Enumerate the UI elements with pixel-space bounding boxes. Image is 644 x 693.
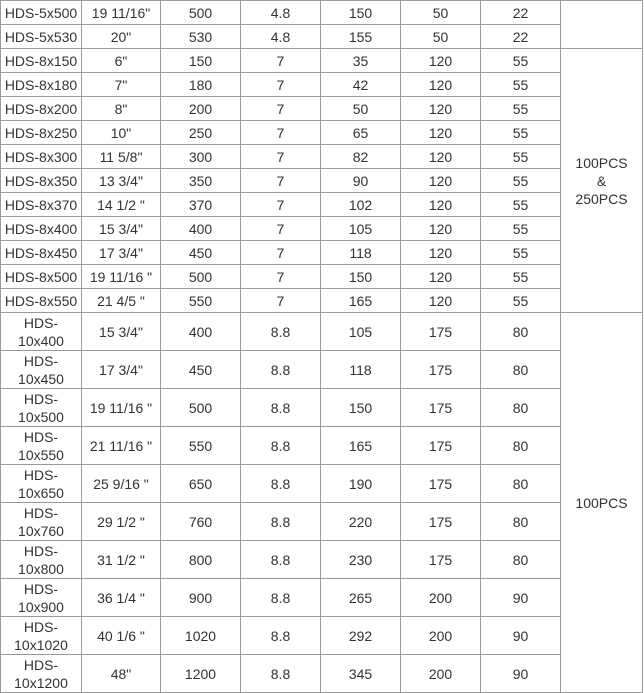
- width-cell: 7: [241, 217, 321, 241]
- tensile-cell: 80: [481, 313, 561, 351]
- table-row: [1, 193, 643, 217]
- length-inch-cell: 31 1/2 ": [82, 541, 161, 579]
- table-row: [1, 73, 643, 97]
- width-cell: 7: [241, 145, 321, 169]
- tensile-cell: 55: [481, 73, 561, 97]
- length-mm-cell: 300: [161, 145, 241, 169]
- model-cell: HDS-8x180: [1, 73, 82, 97]
- cable-cell: 120: [401, 217, 481, 241]
- cable-cell: 175: [401, 503, 481, 541]
- table-row: [1, 579, 643, 617]
- length-mm-cell: 800: [161, 541, 241, 579]
- model-cell: HDS- 10x500: [1, 389, 82, 427]
- length-mm-cell: 1020: [161, 617, 241, 655]
- tensile-cell: 55: [481, 169, 561, 193]
- length-inch-cell: 14 1/2 ": [82, 193, 161, 217]
- cable-cell: 120: [401, 49, 481, 73]
- tensile-cell: 55: [481, 289, 561, 313]
- cable-cell: 175: [401, 389, 481, 427]
- table-row: [1, 313, 643, 351]
- length-mm-cell: 250: [161, 121, 241, 145]
- bundle-diameter-cell: 65: [321, 121, 401, 145]
- cable-cell: 200: [401, 655, 481, 693]
- length-mm-cell: 550: [161, 289, 241, 313]
- bundle-diameter-cell: 105: [321, 217, 401, 241]
- width-cell: 8.8: [241, 503, 321, 541]
- width-cell: 7: [241, 289, 321, 313]
- cable-cell: 120: [401, 145, 481, 169]
- width-cell: 7: [241, 193, 321, 217]
- length-mm-cell: 550: [161, 427, 241, 465]
- packing-cell: 100PCS: [561, 313, 643, 693]
- bundle-diameter-cell: 265: [321, 579, 401, 617]
- table-row: [1, 465, 643, 503]
- model-cell: HDS- 10x450: [1, 351, 82, 389]
- table-row: [1, 265, 643, 289]
- bundle-diameter-cell: 118: [321, 351, 401, 389]
- tensile-cell: 55: [481, 49, 561, 73]
- model-cell: HDS- 10x1020: [1, 617, 82, 655]
- model-cell: HDS-8x500: [1, 265, 82, 289]
- cable-cell: 120: [401, 97, 481, 121]
- cable-cell: 120: [401, 169, 481, 193]
- tensile-cell: 90: [481, 617, 561, 655]
- length-mm-cell: 200: [161, 97, 241, 121]
- cable-cell: 120: [401, 121, 481, 145]
- bundle-diameter-cell: 292: [321, 617, 401, 655]
- table-row: [1, 617, 643, 655]
- width-cell: 7: [241, 241, 321, 265]
- model-cell: HDS-8x300: [1, 145, 82, 169]
- length-inch-cell: 13 3/4": [82, 169, 161, 193]
- bundle-diameter-cell: 150: [321, 265, 401, 289]
- table-row: [1, 503, 643, 541]
- width-cell: 8.8: [241, 617, 321, 655]
- tensile-cell: 55: [481, 145, 561, 169]
- length-inch-cell: 40 1/6 ": [82, 617, 161, 655]
- table-row: [1, 427, 643, 465]
- model-cell: HDS-8x350: [1, 169, 82, 193]
- bundle-diameter-cell: 42: [321, 73, 401, 97]
- length-inch-cell: 29 1/2 ": [82, 503, 161, 541]
- length-inch-cell: 21 11/16 ": [82, 427, 161, 465]
- length-mm-cell: 1200: [161, 655, 241, 693]
- width-cell: 7: [241, 265, 321, 289]
- width-cell: 8.8: [241, 655, 321, 693]
- length-inch-cell: 8": [82, 97, 161, 121]
- cable-cell: 120: [401, 193, 481, 217]
- length-inch-cell: 11 5/8": [82, 145, 161, 169]
- bundle-diameter-cell: 165: [321, 427, 401, 465]
- table-row: [1, 389, 643, 427]
- length-mm-cell: 760: [161, 503, 241, 541]
- bundle-diameter-cell: 165: [321, 289, 401, 313]
- bundle-diameter-cell: 150: [321, 1, 401, 25]
- bundle-diameter-cell: 220: [321, 503, 401, 541]
- tensile-cell: 80: [481, 427, 561, 465]
- length-inch-cell: 19 11/16 ": [82, 265, 161, 289]
- length-mm-cell: 500: [161, 389, 241, 427]
- width-cell: 7: [241, 49, 321, 73]
- tensile-cell: 55: [481, 121, 561, 145]
- length-inch-cell: 36 1/4 ": [82, 579, 161, 617]
- cable-cell: 50: [401, 25, 481, 49]
- model-cell: HDS-5x500: [1, 1, 82, 25]
- tensile-cell: 90: [481, 655, 561, 693]
- model-cell: HDS-8x370: [1, 193, 82, 217]
- cable-cell: 200: [401, 617, 481, 655]
- length-mm-cell: 400: [161, 217, 241, 241]
- table-row: [1, 217, 643, 241]
- length-inch-cell: 48": [82, 655, 161, 693]
- tensile-cell: 90: [481, 579, 561, 617]
- bundle-diameter-cell: 190: [321, 465, 401, 503]
- model-cell: HDS-8x550: [1, 289, 82, 313]
- cable-cell: 50: [401, 1, 481, 25]
- cable-cell: 175: [401, 351, 481, 389]
- table-row: [1, 541, 643, 579]
- length-mm-cell: 650: [161, 465, 241, 503]
- length-mm-cell: 500: [161, 265, 241, 289]
- cable-cell: 200: [401, 579, 481, 617]
- table-row: [1, 49, 643, 73]
- bundle-diameter-cell: 50: [321, 97, 401, 121]
- model-cell: HDS- 10x800: [1, 541, 82, 579]
- length-mm-cell: 450: [161, 241, 241, 265]
- width-cell: 8.8: [241, 389, 321, 427]
- cable-cell: 120: [401, 241, 481, 265]
- length-mm-cell: 180: [161, 73, 241, 97]
- bundle-diameter-cell: 230: [321, 541, 401, 579]
- width-cell: 4.8: [241, 1, 321, 25]
- model-cell: HDS- 10x550: [1, 427, 82, 465]
- tensile-cell: 55: [481, 217, 561, 241]
- table-row: [1, 1, 643, 25]
- table-row: [1, 241, 643, 265]
- length-inch-cell: 15 3/4": [82, 313, 161, 351]
- length-inch-cell: 21 4/5 ": [82, 289, 161, 313]
- table-row: [1, 25, 643, 49]
- length-mm-cell: 370: [161, 193, 241, 217]
- tensile-cell: 22: [481, 25, 561, 49]
- model-cell: HDS- 10x900: [1, 579, 82, 617]
- model-cell: HDS- 10x400: [1, 313, 82, 351]
- length-inch-cell: 7": [82, 73, 161, 97]
- cable-cell: 175: [401, 427, 481, 465]
- tensile-cell: 80: [481, 503, 561, 541]
- tensile-cell: 80: [481, 351, 561, 389]
- length-mm-cell: 900: [161, 579, 241, 617]
- width-cell: 8.8: [241, 427, 321, 465]
- tensile-cell: 55: [481, 241, 561, 265]
- cable-cell: 175: [401, 313, 481, 351]
- bundle-diameter-cell: 105: [321, 313, 401, 351]
- length-mm-cell: 450: [161, 351, 241, 389]
- bundle-diameter-cell: 150: [321, 389, 401, 427]
- cable-cell: 120: [401, 289, 481, 313]
- bundle-diameter-cell: 155: [321, 25, 401, 49]
- length-inch-cell: 6": [82, 49, 161, 73]
- bundle-diameter-cell: 118: [321, 241, 401, 265]
- width-cell: 7: [241, 73, 321, 97]
- tensile-cell: 55: [481, 97, 561, 121]
- width-cell: 7: [241, 121, 321, 145]
- tensile-cell: 80: [481, 541, 561, 579]
- length-mm-cell: 500: [161, 1, 241, 25]
- tensile-cell: 55: [481, 193, 561, 217]
- model-cell: HDS-8x250: [1, 121, 82, 145]
- width-cell: 8.8: [241, 541, 321, 579]
- cable-cell: 120: [401, 265, 481, 289]
- width-cell: 4.8: [241, 25, 321, 49]
- length-inch-cell: 17 3/4": [82, 241, 161, 265]
- model-cell: HDS-8x150: [1, 49, 82, 73]
- table-row: [1, 121, 643, 145]
- cable-cell: 120: [401, 73, 481, 97]
- table-row: [1, 351, 643, 389]
- model-cell: HDS-8x400: [1, 217, 82, 241]
- length-inch-cell: 19 11/16": [82, 1, 161, 25]
- bundle-diameter-cell: 90: [321, 169, 401, 193]
- bundle-diameter-cell: 82: [321, 145, 401, 169]
- bundle-diameter-cell: 345: [321, 655, 401, 693]
- length-mm-cell: 400: [161, 313, 241, 351]
- table-row: [1, 97, 643, 121]
- length-inch-cell: 25 9/16 ": [82, 465, 161, 503]
- spec-table-body: [1, 1, 643, 693]
- model-cell: HDS- 10x650: [1, 465, 82, 503]
- width-cell: 8.8: [241, 313, 321, 351]
- table-row: [1, 169, 643, 193]
- table-row: [1, 289, 643, 313]
- cable-cell: 175: [401, 465, 481, 503]
- width-cell: 8.8: [241, 465, 321, 503]
- length-inch-cell: 15 3/4": [82, 217, 161, 241]
- packing-cell: [561, 1, 643, 49]
- length-mm-cell: 530: [161, 25, 241, 49]
- length-mm-cell: 350: [161, 169, 241, 193]
- model-cell: HDS- 10x760: [1, 503, 82, 541]
- bundle-diameter-cell: 102: [321, 193, 401, 217]
- bundle-diameter-cell: 35: [321, 49, 401, 73]
- cable-cell: 175: [401, 541, 481, 579]
- model-cell: HDS-5x530: [1, 25, 82, 49]
- length-mm-cell: 150: [161, 49, 241, 73]
- width-cell: 7: [241, 169, 321, 193]
- width-cell: 7: [241, 97, 321, 121]
- tensile-cell: 80: [481, 465, 561, 503]
- length-inch-cell: 20": [82, 25, 161, 49]
- tensile-cell: 80: [481, 389, 561, 427]
- packing-cell: 100PCS & 250PCS: [561, 49, 643, 313]
- width-cell: 8.8: [241, 579, 321, 617]
- tensile-cell: 22: [481, 1, 561, 25]
- table-row: [1, 145, 643, 169]
- length-inch-cell: 17 3/4": [82, 351, 161, 389]
- tensile-cell: 55: [481, 265, 561, 289]
- model-cell: HDS-8x450: [1, 241, 82, 265]
- table-row: [1, 655, 643, 693]
- model-cell: HDS-8x200: [1, 97, 82, 121]
- model-cell: HDS- 10x1200: [1, 655, 82, 693]
- width-cell: 8.8: [241, 351, 321, 389]
- length-inch-cell: 19 11/16 ": [82, 389, 161, 427]
- length-inch-cell: 10": [82, 121, 161, 145]
